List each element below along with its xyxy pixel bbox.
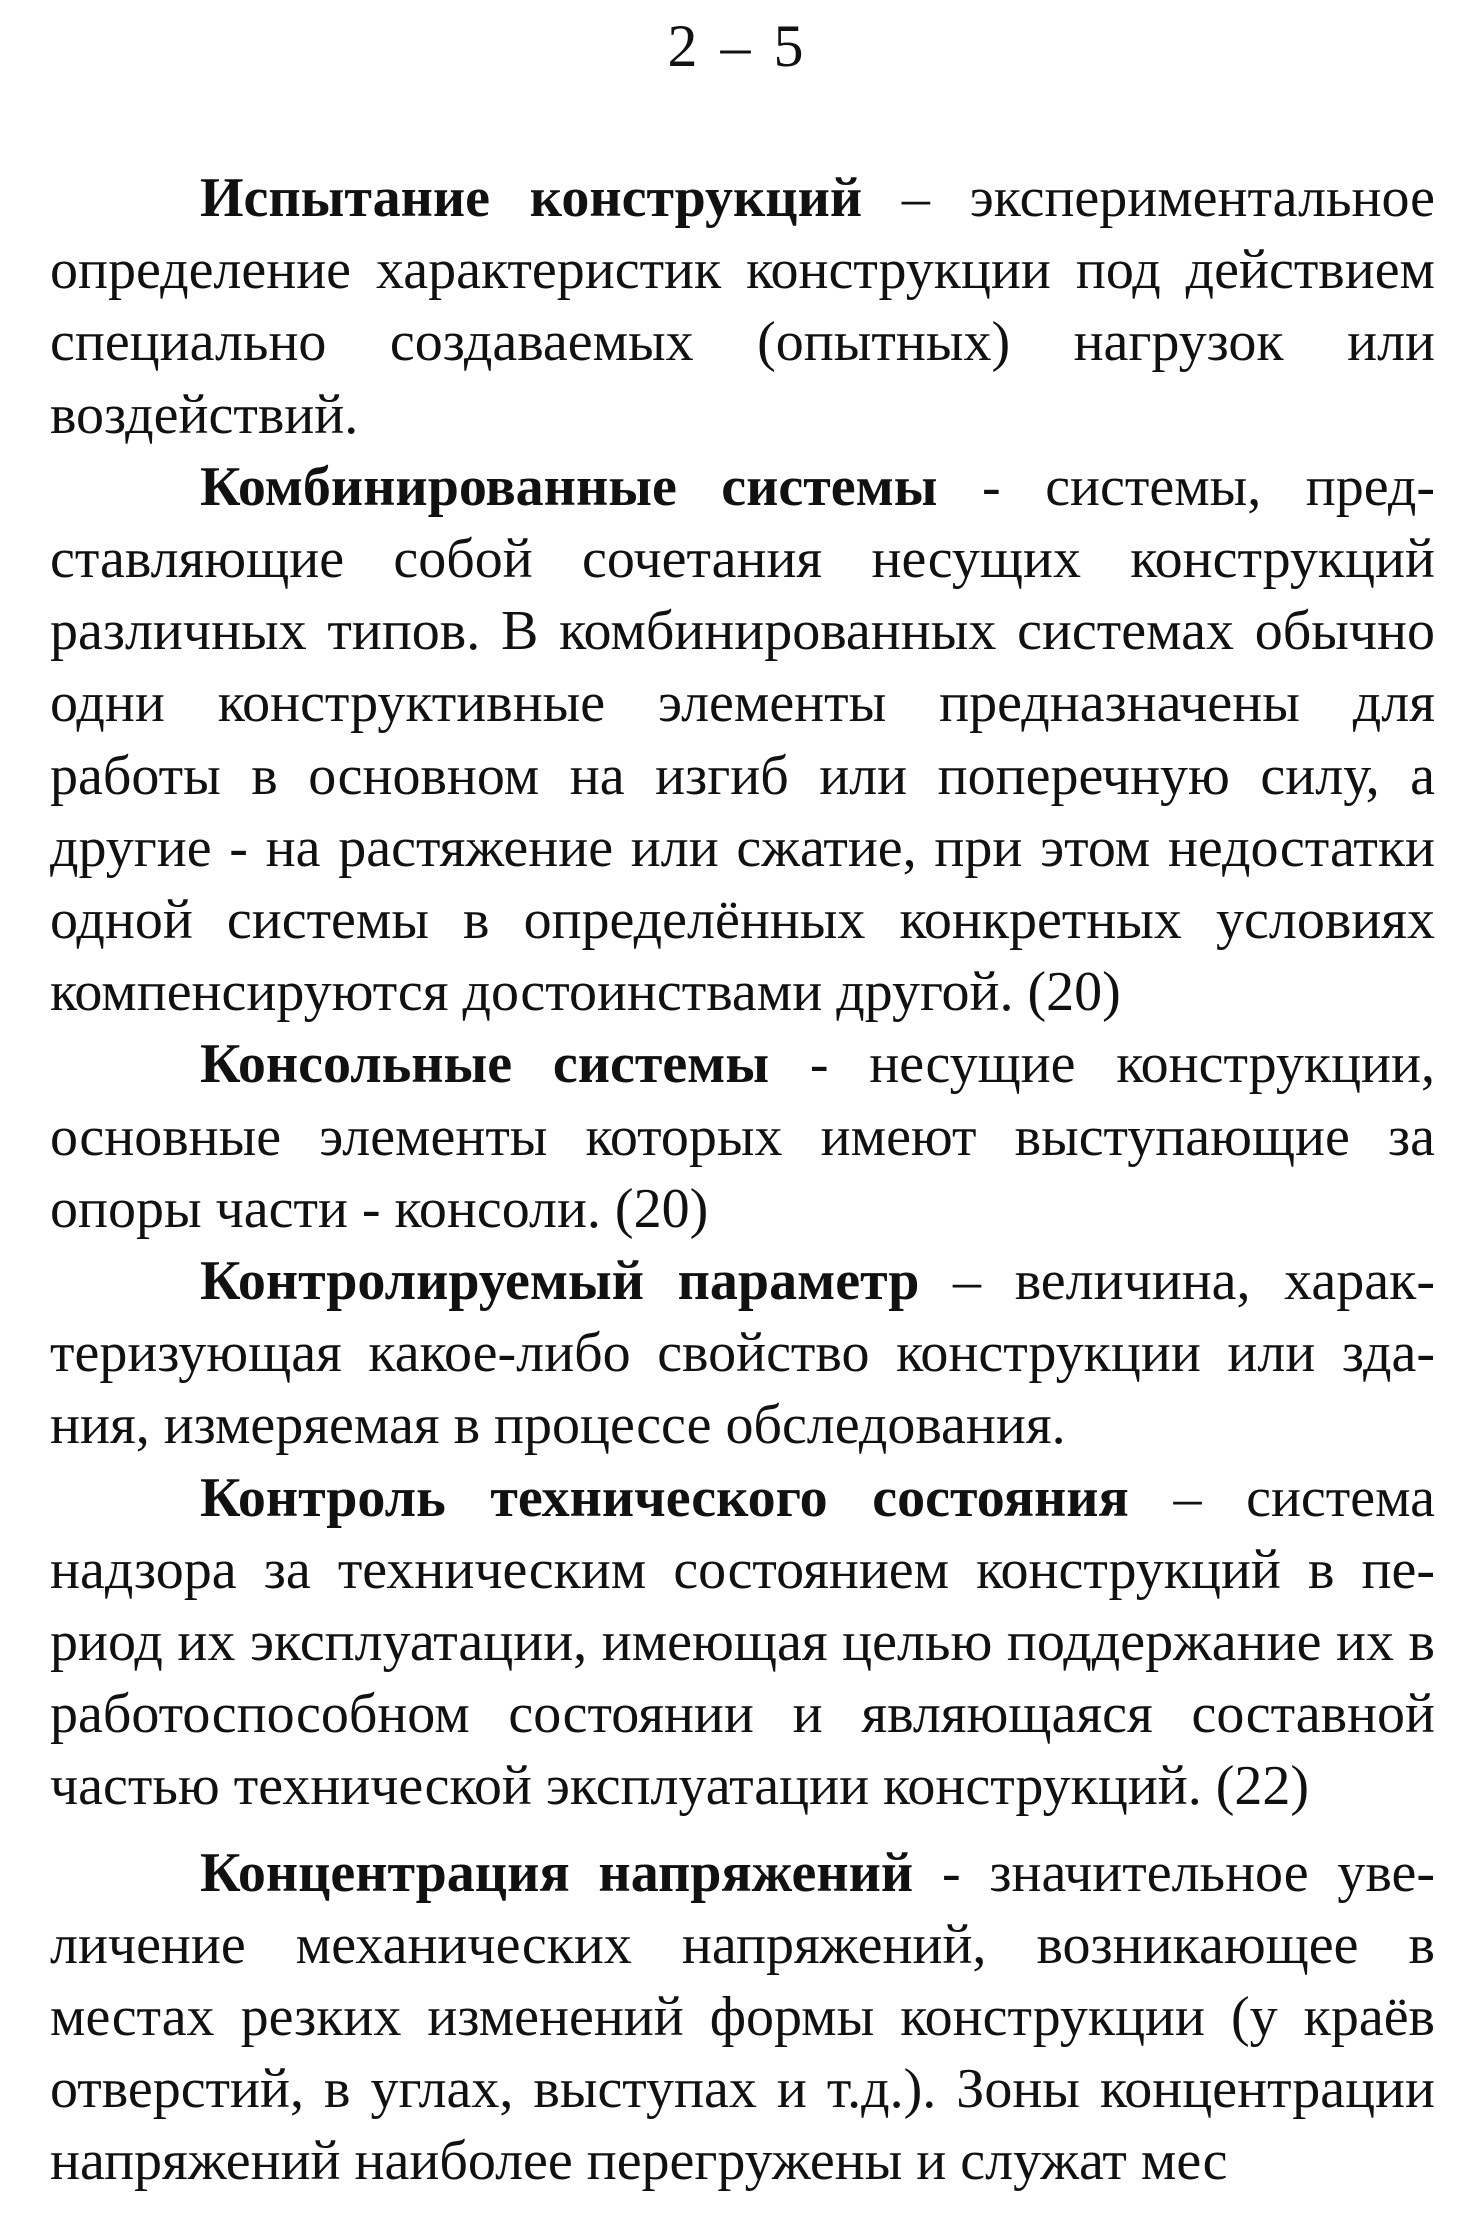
entry-definition: - значительное увеличение механических напряжений, возникающее в местах резких изменений формы конструкции (у краёв отверстий, в углах, выступах и т.д.). Зоны концентрации напряжений наиболее перегружены и служат мес xyxy=(50,1841,1435,2193)
entry-definition: - несущие конструкции, основные элементы которых имеют выступающие за опоры части - консоли. (20) xyxy=(50,1033,1435,1240)
entry-term: Концентрация напряжений xyxy=(200,1841,914,1904)
entry-definition: – система надзора за техническим состоянием конструкций в период их эксплуатации, имеющая целью поддержание их в работоспособном состоянии и являющаяся составной частью технической эксплуатации конструкций. (22) xyxy=(50,1466,1436,1818)
glossary-entry-kontrol xyxy=(50,1462,1435,1823)
entry-definition: - системы, представляющие собой сочетания несущих конструкций различных типов. В комбинированных системах обычно одни конструктивные элементы предназначены для работы в основном на изгиб или поперечную силу, а другие - на растяжение или сжатие, при этом недостатки одной системы в определённых конкретных условиях компенсируются достоинствами другой. (20) xyxy=(50,455,1436,1024)
glossary-entry-kontroliruemyi xyxy=(50,1245,1435,1462)
entry-term: Консольные системы xyxy=(200,1033,770,1096)
entry-term: Испытание конструкций xyxy=(200,167,863,229)
glossary-entry-konsolnye xyxy=(50,1028,1435,1245)
glossary-entry-koncentraciya xyxy=(50,1837,1435,2198)
entry-definition: – экспериментальное определение характеристик конструкции под действием специально создаваемых (опытных) нагрузок или воздействий. xyxy=(50,167,1435,446)
glossary-entry-ispytanie xyxy=(50,162,1435,451)
entry-term: Контроль технического состояния xyxy=(200,1466,1129,1529)
page-number: 2 – 5 xyxy=(667,13,808,79)
glossary-body xyxy=(50,162,1435,2198)
entry-term: Контролируемый параметр xyxy=(200,1250,920,1313)
entry-definition: – величина, характеризующая какое-либо свойство конструкции или здания, измеряемая в процессе обследования. xyxy=(50,1250,1435,1457)
glossary-entry-kombinirovannye xyxy=(50,451,1435,1029)
entry-term: Комбинированные системы xyxy=(200,455,938,518)
